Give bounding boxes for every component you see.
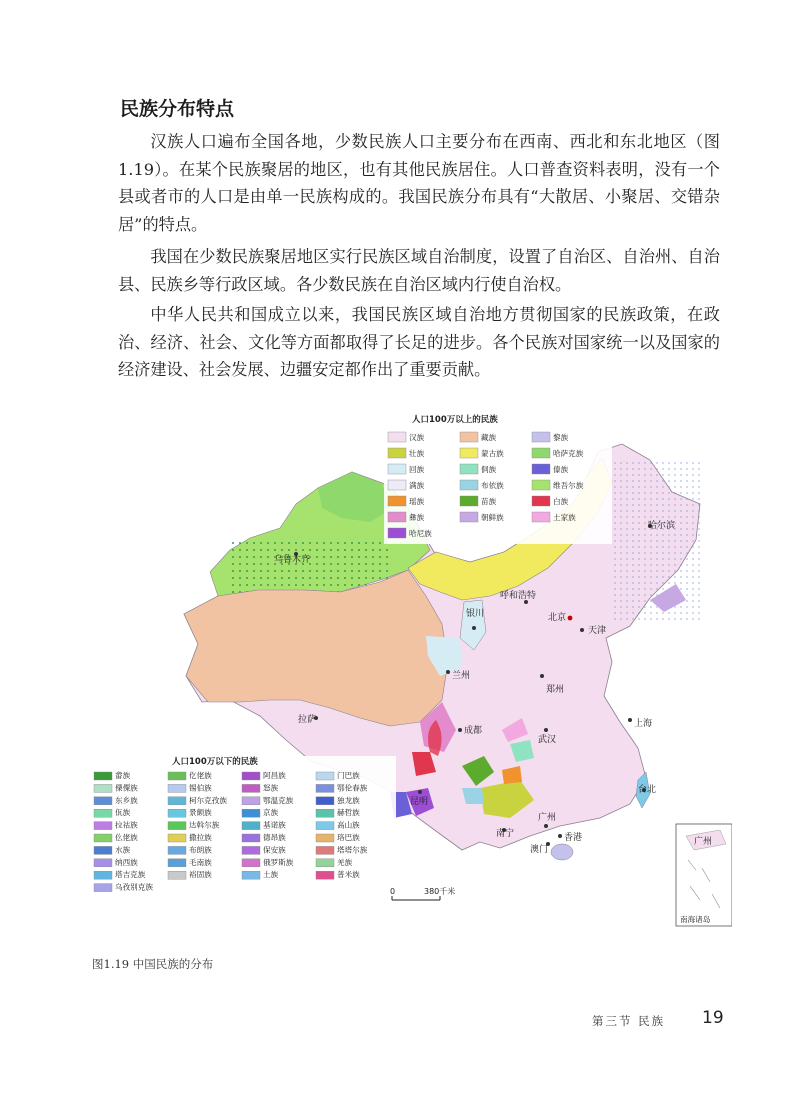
legend-swatch — [94, 809, 112, 817]
legend-swatch — [94, 871, 112, 879]
legend-label: 布朗族 — [189, 845, 212, 855]
legend-label: 哈尼族 — [409, 529, 432, 538]
texture-northeast — [610, 460, 700, 620]
legend-label: 门巴族 — [337, 771, 360, 780]
legend-swatch — [94, 772, 112, 780]
legend-label: 仫佬族 — [115, 833, 138, 842]
legend-swatch — [460, 480, 478, 490]
legend-label: 羌族 — [337, 857, 353, 867]
legend-label: 汉族 — [409, 433, 425, 442]
legend-swatch — [94, 822, 112, 830]
legend-swatch — [168, 784, 186, 792]
legend-label: 俄罗斯族 — [263, 857, 294, 867]
legend-label: 裕固族 — [189, 870, 212, 880]
figure-caption: 图1.19 中国民族的分布 — [92, 957, 214, 971]
legend-label: 藏族 — [481, 433, 497, 442]
legend-swatch — [168, 834, 186, 842]
legend-label: 土家族 — [553, 513, 576, 522]
legend-label: 鄂伦春族 — [337, 783, 368, 793]
city-yinchuan: 银川 — [466, 609, 485, 619]
scale-bar — [390, 886, 455, 900]
legend-swatch — [94, 884, 112, 892]
city-taipei: 台北 — [638, 785, 657, 795]
legend-label: 独龙族 — [337, 795, 360, 805]
legend-label: 佤族 — [115, 808, 131, 818]
city-wuhan: 武汉 — [538, 735, 557, 745]
city-zhengzhou: 郑州 — [546, 685, 565, 695]
city-nanning: 南宁 — [496, 829, 515, 839]
legend-label: 德昂族 — [263, 833, 286, 842]
legend-small-title: 人口100万以下的民族 — [172, 757, 258, 767]
legend-label: 布依族 — [481, 481, 504, 490]
legend-swatch — [316, 834, 334, 842]
city-kunming: 昆明 — [410, 797, 429, 807]
city-chengdu: 成都 — [464, 726, 483, 736]
paragraph-autonomy: 我国在少数民族聚居地区实行民族区域自治制度，设置了自治区、自治州、自治县、民族乡等行政区域。各少数民族在自治区域内行使自治权。 — [118, 247, 720, 294]
city-harbin: 哈尔滨 — [648, 521, 676, 531]
legend-swatch — [168, 871, 186, 879]
legend-swatch — [242, 822, 260, 830]
paragraph-progress: 中华人民共和国成立以来，我国民族区域自治地方贯彻国家的民族政策，在政治、经济、社会、文化等方面都取得了长足的进步。各个民族对国家统一以及国家的经济建设、社会发展、边疆安定都作出了重要贡献。 — [118, 305, 720, 379]
legend-swatch — [94, 784, 112, 792]
legend-label: 傈僳族 — [115, 783, 138, 793]
legend-swatch — [316, 784, 334, 792]
legend-swatch — [94, 797, 112, 805]
legend-label: 东乡族 — [115, 795, 138, 805]
legend-label: 黎族 — [553, 433, 569, 442]
legend-swatch — [316, 772, 334, 780]
legend-swatch — [460, 512, 478, 522]
legend-swatch — [168, 846, 186, 854]
city-hongkong: 香港 — [564, 833, 583, 843]
inset-city: 广州 — [694, 837, 713, 847]
legend-swatch — [316, 846, 334, 854]
legend-swatch — [388, 512, 406, 522]
legend-swatch — [532, 464, 550, 474]
city-shanghai: 上海 — [634, 719, 653, 729]
legend-label: 蒙古族 — [481, 449, 504, 458]
legend-label: 赫哲族 — [337, 808, 360, 818]
scale-distance: 380千米 — [424, 887, 456, 896]
legend-label: 乌孜别克族 — [115, 882, 153, 892]
legend-label: 仡佬族 — [189, 771, 212, 780]
legend-large-groups — [384, 414, 612, 544]
legend-label: 怒族 — [263, 783, 279, 793]
legend-swatch — [242, 797, 260, 805]
legend-label: 阿昌族 — [263, 771, 286, 780]
legend-label: 壮族 — [409, 449, 425, 458]
legend-swatch — [94, 859, 112, 867]
legend-swatch — [532, 496, 550, 506]
legend-label: 达斡尔族 — [189, 820, 220, 830]
legend-label: 珞巴族 — [337, 833, 360, 842]
city-macao: 澳门 — [530, 845, 549, 855]
legend-swatch — [168, 809, 186, 817]
legend-swatch — [242, 834, 260, 842]
legend-label: 畲族 — [115, 771, 131, 780]
legend-swatch — [316, 859, 334, 867]
legend-label: 纳西族 — [115, 857, 138, 867]
legend-swatch — [532, 512, 550, 522]
legend-label: 瑶族 — [409, 497, 425, 506]
legend-swatch — [242, 859, 260, 867]
legend-label: 鄂温克族 — [263, 795, 294, 805]
legend-swatch — [460, 432, 478, 442]
legend-large-title: 人口100万以上的民族 — [412, 415, 498, 425]
city-guangzhou: 广州 — [538, 813, 557, 823]
legend-label: 满族 — [409, 481, 425, 490]
legend-swatch — [316, 822, 334, 830]
legend-swatch — [388, 432, 406, 442]
city-urumqi: 乌鲁木齐 — [274, 555, 311, 565]
hainan-island — [551, 844, 573, 860]
legend-swatch — [242, 871, 260, 879]
legend-swatch — [388, 528, 406, 538]
city-tianjin: 天津 — [588, 626, 607, 636]
legend-swatch — [532, 448, 550, 458]
legend-label: 锡伯族 — [189, 783, 212, 793]
legend-swatch — [94, 834, 112, 842]
city-lanzhou: 兰州 — [452, 671, 471, 681]
paragraph-distribution: 汉族人口遍布全国各地，少数民族人口主要分布在西南、西北和东北地区（图1.19）。在某个民族聚居的地区，也有其他民族居住。人口普查资料表明，没有一个县或者市的人口是由单一民族构成的。我国民族分布具有“大散居、小聚居、交错杂居”的特点。 — [118, 132, 720, 234]
legend-label: 维吾尔族 — [553, 481, 584, 490]
legend-label: 撒拉族 — [189, 833, 212, 842]
legend-label: 景颇族 — [189, 808, 212, 818]
legend-label: 傣族 — [553, 465, 569, 474]
legend-swatch — [316, 797, 334, 805]
legend-swatch — [94, 846, 112, 854]
legend-label: 哈萨克族 — [553, 449, 584, 458]
legend-swatch — [242, 846, 260, 854]
legend-label: 水族 — [115, 845, 131, 855]
legend-swatch — [168, 859, 186, 867]
legend-swatch — [460, 448, 478, 458]
section-heading: 民族分布特点 — [120, 98, 235, 120]
legend-label: 苗族 — [481, 497, 497, 506]
legend-swatch — [388, 480, 406, 490]
legend-label: 普米族 — [337, 870, 360, 880]
legend-swatch — [242, 772, 260, 780]
legend-label: 毛南族 — [189, 857, 212, 867]
scale-zero: 0 — [390, 887, 396, 896]
legend-swatch — [388, 496, 406, 506]
legend-swatch — [388, 448, 406, 458]
legend-label: 侗族 — [481, 465, 497, 474]
city-lhasa: 拉萨 — [298, 715, 317, 725]
legend-swatch — [168, 822, 186, 830]
legend-label: 土族 — [263, 870, 279, 880]
legend-swatch — [168, 772, 186, 780]
legend-swatch — [460, 496, 478, 506]
legend-swatch — [388, 464, 406, 474]
city-hohhot: 呼和浩特 — [500, 591, 537, 601]
legend-swatch — [316, 809, 334, 817]
legend-label: 柯尔克孜族 — [189, 795, 227, 805]
legend-label: 彝族 — [409, 513, 425, 522]
legend-label: 拉祜族 — [115, 820, 138, 830]
footer-section-label: 第三节 民族 — [592, 1014, 666, 1028]
south-china-sea-inset — [676, 824, 732, 926]
legend-label: 塔塔尔族 — [337, 845, 368, 855]
legend-swatch — [532, 432, 550, 442]
legend-label: 京族 — [263, 808, 279, 818]
legend-label: 白族 — [553, 497, 569, 506]
legend-label: 高山族 — [337, 820, 360, 830]
legend-swatch — [242, 809, 260, 817]
legend-small-groups — [90, 756, 396, 908]
legend-label: 保安族 — [263, 845, 286, 855]
legend-label: 塔吉克族 — [115, 870, 146, 880]
legend-swatch — [242, 784, 260, 792]
city-beijing: 北京 — [548, 613, 567, 623]
legend-swatch — [460, 464, 478, 474]
legend-label: 朝鲜族 — [481, 513, 504, 522]
legend-label: 回族 — [409, 465, 425, 474]
legend-swatch — [316, 871, 334, 879]
page-number: 19 — [702, 1008, 724, 1028]
legend-swatch — [168, 797, 186, 805]
ethnic-distribution-map — [90, 400, 732, 942]
legend-label: 基诺族 — [263, 820, 286, 830]
legend-swatch — [532, 480, 550, 490]
inset-label: 南海诸岛 — [680, 915, 711, 924]
